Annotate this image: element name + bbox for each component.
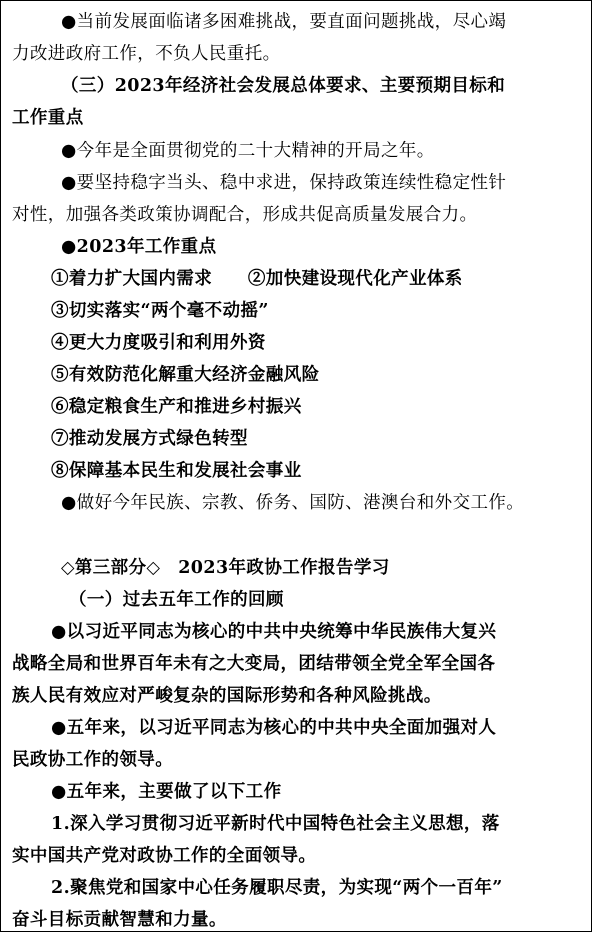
paragraph-text: 对性，加强各类政策协调配合，形成共促高质量发展合力。 (12, 205, 478, 225)
part-heading: ◇第三部分◇ 2023年政协工作报告学习 (61, 558, 390, 578)
numbered-paragraph: 1.深入学习贯彻习近平新时代中国特色社会主义思想，落 (51, 814, 500, 834)
subheading: ●2023年工作重点 (61, 237, 217, 257)
bullet-text: ●要坚持稳字当头、稳中求进，保持政策连续性稳定性针 (61, 173, 507, 193)
section-heading: （一）过去五年工作的回顾 (69, 590, 284, 610)
bullet-text: ●做好今年民族、宗教、侨务、国防、港澳台和外交工作。 (61, 493, 525, 513)
bullet-text: ●当前发展面临诸多困难挑战，要直面问题挑战，尽心竭 (61, 12, 507, 32)
numbered-item: ⑥稳定粮食生产和推进乡村振兴 (51, 397, 302, 417)
numbered-item: ③切实落实“两个毫不动摇” (51, 301, 269, 321)
paragraph-text: 民政协工作的领导。 (12, 750, 174, 770)
numbered-item: ④更大力度吸引和利用外资 (51, 333, 266, 353)
numbered-item: ①着力扩大国内需求 ②加快建设现代化产业体系 (51, 269, 463, 289)
bullet-text: ●以习近平同志为核心的中共中央统筹中华民族伟大复兴 (51, 622, 497, 642)
section-heading: （三）2023年经济社会发展总体要求、主要预期目标和 (61, 76, 506, 96)
section-heading-continued: 工作重点 (12, 108, 84, 128)
bullet-text: ●五年来，主要做了以下工作 (51, 782, 282, 802)
paragraph-text: 奋斗目标贡献智慧和力量。 (12, 910, 227, 930)
numbered-item: ⑧保障基本民生和发展社会事业 (51, 461, 302, 481)
bullet-text: ●今年是全面贯彻党的二十大精神的开局之年。 (61, 141, 435, 161)
paragraph-text: 族人民有效应对严峻复杂的国际形势和各种风险挑战。 (12, 686, 442, 706)
numbered-item: ⑦推动发展方式绿色转型 (51, 429, 248, 449)
numbered-paragraph: 2.聚焦党和国家中心任务履职尽责，为实现“两个一百年” (51, 878, 503, 898)
bullet-text: ●五年来，以习近平同志为核心的中共中央全面加强对人 (51, 718, 497, 738)
paragraph-text: 实中国共产党对政协工作的全面领导。 (12, 846, 317, 866)
paragraph-text: 力改进政府工作，不负人民重托。 (12, 44, 281, 64)
paragraph-text: 战略全局和世界百年未有之大变局，团结带领全党全军全国各 (12, 654, 496, 674)
numbered-item: ⑤有效防范化解重大经济金融风险 (51, 365, 320, 385)
